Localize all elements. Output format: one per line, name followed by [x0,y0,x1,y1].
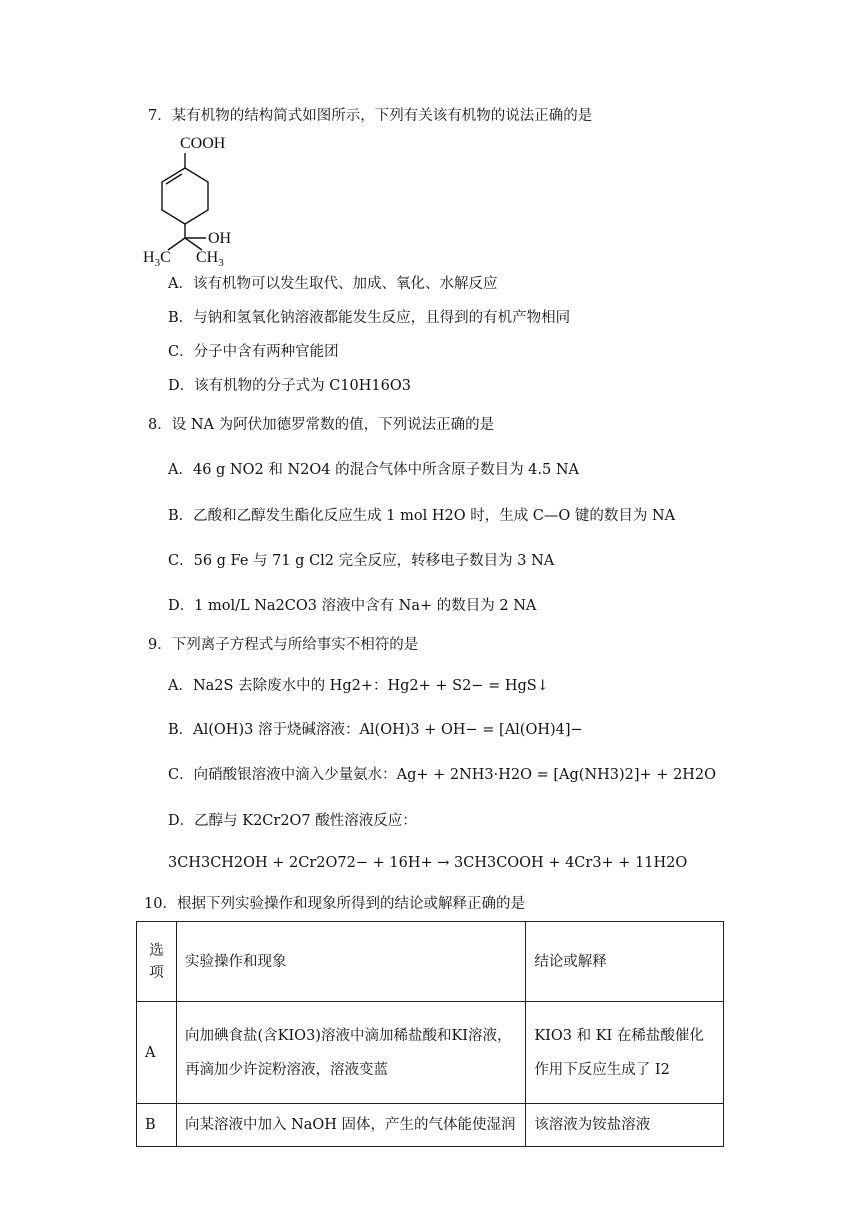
row-conclusion: KIO3 和 KI 在稀盐酸催化作用下反应生成了 I2 [526,1002,724,1104]
q7-option-c: C．分子中含有两种官能团 [168,344,339,360]
oh-label: OH [208,230,232,247]
table-row [137,1002,724,1104]
q7-option-b: B．与钠和氢氧化钠溶液都能发生反应，且得到的有机产物相同 [168,310,571,326]
row-option: A [137,1002,177,1104]
table-row [137,1104,724,1147]
header-conclusion: 结论或解释 [526,922,724,1002]
q9-option-a: A．Na2S 去除废水中的 Hg2+：Hg2+ + S2− = HgS↓ [168,678,549,694]
ch3-label: $CH_3$ [196,249,224,268]
experiment-table [136,921,724,1147]
molecule-structure [140,128,270,268]
table-header-row [137,922,724,1002]
header-operation: 实验操作和现象 [176,922,525,1002]
q8-option-b: B．乙酸和乙醇发生酯化反应生成 1 mol H2O 时，生成 C—O 键的数目为 NA [168,508,676,524]
q7-option-a: A．该有机物可以发生取代、加成、氧化、水解反应 [168,276,498,292]
q8-option-a: A．46 g NO2 和 N2O4 的混合气体中所含原子数目为 4.5 NA [168,462,580,478]
row-conclusion: 该溶液为铵盐溶液 [526,1104,724,1147]
h3c-label: $H_3C$ [143,249,171,268]
q9-stem: 9．下列离子方程式与所给事实不相符的是 [148,637,419,653]
q9-option-d: D．乙醇与 K2Cr2O7 酸性溶液反应： [168,813,417,829]
row-operation: 向某溶液中加入 NaOH 固体，产生的气体能使湿润 [176,1104,525,1147]
q10-stem: 10．根据下列实验操作和现象所得到的结论或解释正确的是 [144,896,525,912]
row-operation: 向加碘食盐(含KIO3)溶液中滴加稀盐酸和KI溶液，再滴加少许淀粉溶液，溶液变蓝 [176,1002,525,1104]
cooh-label: COOH [180,135,226,152]
q9-option-d-equation: 3CH3CH2OH + 2Cr2O72− + 16H+ → 3CH3COOH + 4Cr3+ + 11H2O [168,855,688,871]
q8-option-c: C．56 g Fe 与 71 g Cl2 完全反应，转移电子数目为 3 NA [168,553,555,569]
q8-stem: 8．设 NA 为阿伏加德罗常数的值，下列说法正确的是 [148,417,495,433]
q8-option-d: D．1 mol/L Na2CO3 溶液中含有 Na+ 的数目为 2 NA [168,598,537,614]
q7-stem: 7．某有机物的结构简式如图所示，下列有关该有机物的说法正确的是 [148,108,593,124]
q9-option-b: B．Al(OH)3 溶于烧碱溶液：Al(OH)3 + OH− = [Al(OH)4]− [168,722,583,738]
row-option: B [137,1104,177,1147]
q7-option-d: D．该有机物的分子式为 C10H16O3 [168,378,411,394]
header-option: 选项 [137,922,177,1002]
q9-option-c: C．向硝酸银溶液中滴入少量氨水：Ag+ + 2NH3·H2O = [Ag(NH3)2]+ + 2H2O [168,767,717,783]
